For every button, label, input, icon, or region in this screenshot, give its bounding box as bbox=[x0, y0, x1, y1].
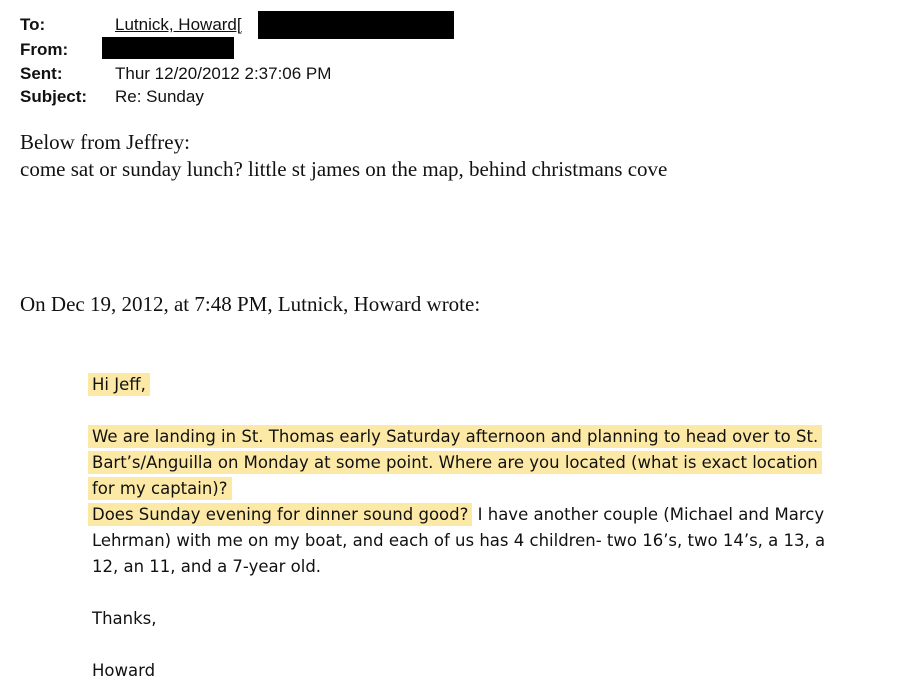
to-label: To: bbox=[20, 15, 46, 34]
from-label: From: bbox=[20, 40, 69, 59]
quoted-p2-line2: Lehrman) with me on my boat, and each of us has 4 children- two 16’s, two 14’s, a 13, a bbox=[92, 531, 826, 550]
highlight: Hi Jeff, bbox=[88, 373, 150, 396]
highlight: We are landing in St. Thomas early Saturday afternoon and planning to head over to St. bbox=[88, 425, 822, 448]
subject-value: Re: Sunday bbox=[115, 87, 204, 106]
sent-value: Thur 12/20/2012 2:37:06 PM bbox=[115, 64, 332, 83]
subject-label: Subject: bbox=[20, 87, 88, 106]
quoted-greeting bbox=[92, 372, 150, 398]
quoted-p1-line1 bbox=[92, 424, 822, 450]
quoted-signature: Howard bbox=[92, 661, 156, 680]
body-line-1: Below from Jeffrey: bbox=[20, 130, 190, 154]
highlight: Does Sunday evening for dinner sound good? bbox=[88, 503, 472, 526]
to-value: Lutnick, Howard[ bbox=[115, 15, 242, 34]
quoted-p2-line1 bbox=[92, 502, 824, 528]
body-line-2: come sat or sunday lunch? little st james on the map, behind christmans cove bbox=[20, 157, 668, 181]
quoted-p1-line2 bbox=[92, 450, 822, 476]
highlight: Bart’s/Anguilla on Monday at some point. Where are you located (what is exact location bbox=[88, 451, 822, 474]
from-redaction bbox=[102, 37, 234, 59]
quoted-p1-line3 bbox=[92, 476, 232, 502]
to-redaction bbox=[258, 11, 454, 39]
header-subject-row bbox=[20, 87, 470, 107]
quoted-p2-rest: I have another couple (Michael and Marcy bbox=[472, 505, 825, 524]
quote-intro: On Dec 19, 2012, at 7:48 PM, Lutnick, Howard wrote: bbox=[20, 292, 481, 316]
quoted-thanks: Thanks, bbox=[92, 609, 157, 628]
quoted-p2-line3: 12, an 11, and a 7-year old. bbox=[92, 557, 322, 576]
header-sent-row bbox=[20, 64, 470, 84]
highlight: for my captain)? bbox=[88, 477, 232, 500]
sent-label: Sent: bbox=[20, 64, 63, 83]
